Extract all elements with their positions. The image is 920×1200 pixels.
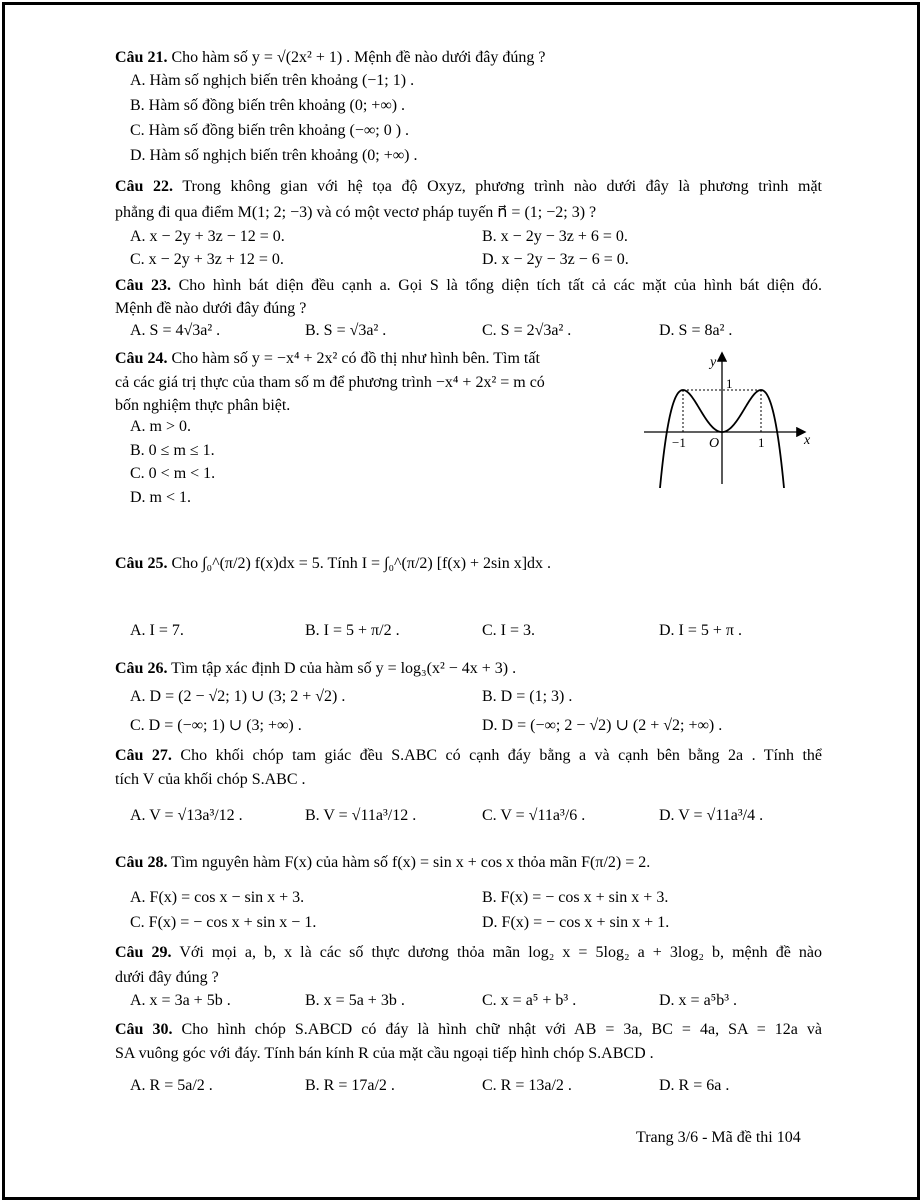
x-label: x [804,433,811,448]
q25-option-b: B. I = 5 + π/2 . [305,622,400,639]
q24-option-a: A. m > 0. [130,418,192,435]
q24-option-c: C. 0 < m < 1. [130,465,216,482]
q25-option-d: D. I = 5 + π . [659,622,743,639]
q28-option-c: C. F(x) = − cos x + sin x − 1. [130,914,317,931]
question-24-line-2: cả các giá trị thực của tham số m để phương trình −x⁴ + 2x² = m có [115,374,545,391]
question-23-line-2: Mệnh đề nào dưới đây đúng ? [115,300,307,317]
y-label: y [710,355,717,370]
q22-option-c: C. x − 2y + 3z + 12 = 0. [130,251,284,268]
q30-option-c: C. R = 13a/2 . [482,1077,572,1094]
origin-label: O [709,436,720,451]
q26-option-b: B. D = (1; 3) . [482,688,573,705]
q27-option-a: A. V = √13a³/12 . [130,807,243,824]
q23-option-a: A. S = 4√3a² . [130,322,221,339]
q21-option-b: B. Hàm số đồng biến trên khoảng (0; +∞) . [130,97,406,114]
tick-neg-one: −1 [672,435,686,450]
q27-option-b: B. V = √11a³/12 . [305,807,417,824]
question-25: Câu 25. Cho ∫₀^(π/2) f(x)dx = 5. Tính I = ∫₀^(π/2) [f(x) + 2sin x]dx . [115,555,552,572]
question-27-line-2: tích V của khối chóp S.ABC . [115,771,306,788]
q21-option-c: C. Hàm số đồng biến trên khoảng (−∞; 0 ) . [130,122,410,139]
tick-y-one: 1 [726,376,733,391]
question-29: Câu 29. Với mọi a, b, x là các số thực dương thỏa mãn log₂ x = 5log₂ a + 3log₂ b, mệnh đề nào [115,944,822,961]
question-30-line-2: SA vuông góc với đáy. Tính bán kính R của mặt cầu ngoại tiếp hình chóp S.ABCD . [115,1045,654,1062]
function-graph [640,346,820,488]
q24-option-b: B. 0 ≤ m ≤ 1. [130,442,215,459]
q26-option-a: A. D = (2 − √2; 1) ∪ (3; 2 + √2) . [130,688,346,705]
question-28: Câu 28. Tìm nguyên hàm F(x) của hàm số f(x) = sin x + cos x thỏa mãn F(π/2) = 2. [115,854,651,871]
q26-option-c: C. D = (−∞; 1) ∪ (3; +∞) . [130,717,302,734]
q28-option-a: A. F(x) = cos x − sin x + 3. [130,889,305,906]
question-22: Câu 22. Trong không gian với hệ tọa độ Oxyz, phương trình nào dưới đây là phương trình mặt [115,178,822,195]
question-21: Câu 21. Cho hàm số y = √(2x² + 1) . Mệnh đề nào dưới đây đúng ? [115,49,546,66]
question-24: Câu 24. Cho hàm số y = −x⁴ + 2x² có đồ thị như hình bên. Tìm tất [115,350,540,367]
question-27: Câu 27. Cho khối chóp tam giác đều S.ABC có cạnh đáy bằng a và cạnh bên bằng 2a . Tính thể [115,747,823,764]
question-24-line-3: bốn nghiệm thực phân biệt. [115,397,291,414]
q29-option-a: A. x = 3a + 5b . [130,992,231,1009]
q22-option-a: A. x − 2y + 3z − 12 = 0. [130,228,285,245]
q21-option-a: A. Hàm số nghịch biến trên khoảng (−1; 1) . [130,72,415,89]
q25-option-c: C. I = 3. [482,622,536,639]
q30-option-b: B. R = 17a/2 . [305,1077,395,1094]
q23-option-d: D. S = 8a² . [659,322,733,339]
q23-option-b: B. S = √3a² . [305,322,387,339]
q22-option-b: B. x − 2y − 3z + 6 = 0. [482,228,628,245]
q25-option-a: A. I = 7. [130,622,184,639]
q29-option-b: B. x = 5a + 3b . [305,992,405,1009]
q22-option-d: D. x − 2y − 3z − 6 = 0. [482,251,629,268]
question-30: Câu 30. Cho hình chóp S.ABCD có đáy là hình chữ nhật với AB = 3a, BC = 4a, SA = 12a và [115,1021,823,1038]
q27-option-c: C. V = √11a³/6 . [482,807,586,824]
q30-option-a: A. R = 5a/2 . [130,1077,213,1094]
question-26: Câu 26. Tìm tập xác định D của hàm số y = log₃(x² − 4x + 3) . [115,660,517,677]
question-23: Câu 23. Cho hình bát diện đều cạnh a. Gọi S là tổng diện tích tất cả các mặt của hình bát diện đó. [115,277,823,294]
q29-option-c: C. x = a⁵ + b³ . [482,992,577,1009]
q23-option-c: C. S = 2√3a² . [482,322,572,339]
q29-option-d: D. x = a⁵b³ . [659,992,738,1009]
page-footer: Trang 3/6 - Mã đề thi 104 [636,1129,801,1146]
q28-option-b: B. F(x) = − cos x + sin x + 3. [482,889,669,906]
q24-option-d: D. m < 1. [130,489,192,506]
q30-option-d: D. R = 6a . [659,1077,730,1094]
question-29-line-2: dưới đây đúng ? [115,969,219,986]
q27-option-d: D. V = √11a³/4 . [659,807,764,824]
tick-pos-one: 1 [758,435,765,450]
q26-option-d: D. D = (−∞; 2 − √2) ∪ (2 + √2; +∞) . [482,717,723,734]
q28-option-d: D. F(x) = − cos x + sin x + 1. [482,914,670,931]
q21-option-d: D. Hàm số nghịch biến trên khoảng (0; +∞) . [130,147,418,164]
question-22-line-2: phẳng đi qua điểm M(1; 2; −3) và có một vectơ pháp tuyến n⃗ = (1; −2; 3) ? [115,204,597,221]
